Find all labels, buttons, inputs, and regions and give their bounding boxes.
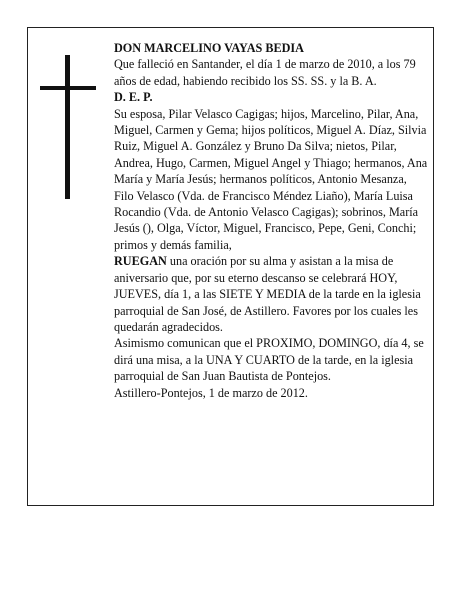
rip-line: D. E. P. [114, 90, 153, 105]
death-info: Que falleció en Santander, el día 1 de marzo de 2010, a los 79 años de edad, habiendo recibido los SS. SS. y la B. A. [114, 57, 416, 88]
second-mass-info: Asimismo comunican que el PROXIMO, DOMINGO, día 4, se dirá una misa, a la UNA Y CUARTO de la tarde, en la iglesia parroquial de San Juan Bautista de Pontejos. [114, 336, 424, 384]
cross-horizontal-bar [40, 86, 96, 90]
deceased-name: DON MARCELINO VAYAS BEDIA [114, 41, 304, 55]
ruegan-paragraph [114, 253, 428, 335]
ruegan-word: RUEGAN [114, 254, 167, 269]
cross-icon [40, 55, 96, 199]
place-date: Astillero-Pontejos, 1 de marzo de 2012. [114, 385, 308, 400]
notice-text [114, 40, 428, 401]
family-list: Su esposa, Pilar Velasco Cagigas; hijos, Marcelino, Pilar, Ana, Miguel, Carmen y Gema; hijos políticos, Miguel A. Díaz, Silvia Ruiz, Miguel A. González y Bruno Da Silva; nietos, Pilar, Andrea, Hugo, Carmen, Miguel Angel y Thiago; hermanos, Ana María y María Jesús; hermanos políticos, Antonio Mesanza, Filo Velasco (Vda. de Francisco Méndez Liaño), María Luisa Rocandio (Vda. de Antonio Velasco Cagigas); sobrinos, María Jesús (), Olga, Víctor, Miguel, Francisco, Pepe, Geni, Conchi; primos y demás familia, [114, 106, 428, 252]
ruegan-text: una oración por su alma y asistan a la misa de aniversario que, por su eterno descanso se celebrará HOY, JUEVES, día 1, a las SIETE Y MEDIA de la tarde en la iglesia parroquial de San José, de Astillero. Favores por los cuales les quedarán agradecidos. [114, 254, 421, 334]
cross-vertical-bar [65, 55, 70, 199]
obituary-notice [27, 27, 434, 506]
